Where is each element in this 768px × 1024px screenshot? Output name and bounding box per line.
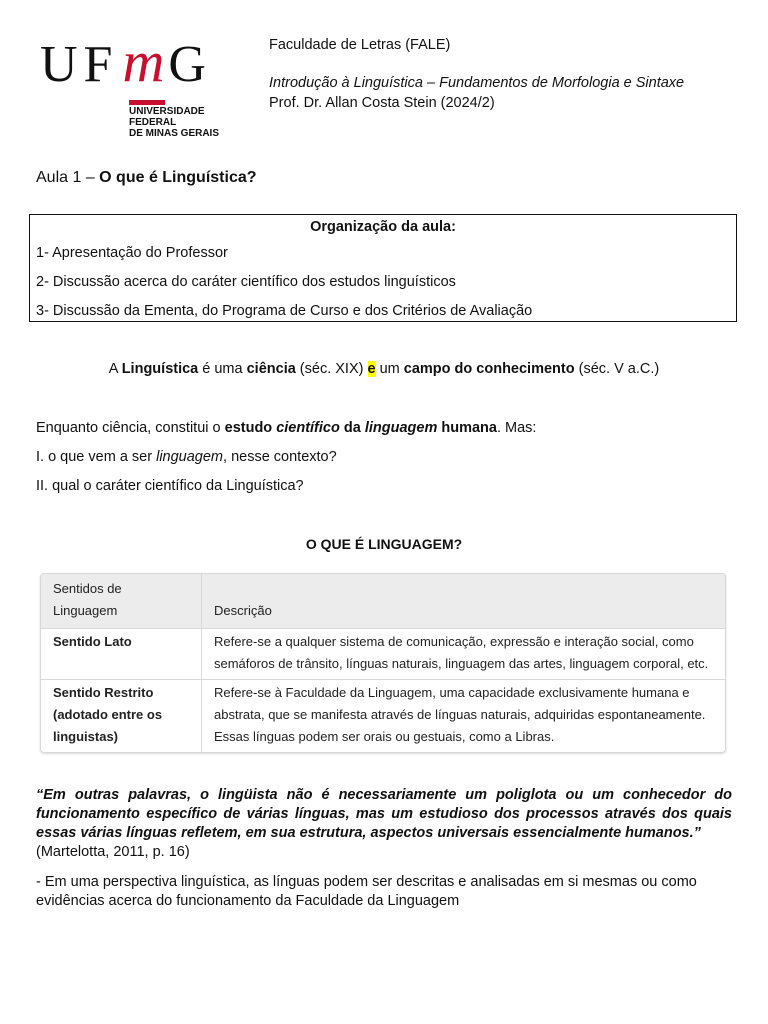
professor-name: Prof. Dr. Allan Costa Stein (2024/2) [269,95,495,111]
column-header: Sentidos de Linguagem [41,574,202,629]
course-name: Introdução à Linguística – Fundamentos de Morfologia e Sintaxe [269,75,685,91]
document-header [269,35,684,113]
sense-name: Sentido Lato [41,629,202,680]
linguistics-definition: A Linguística é uma ciência (séc. XIX) e um campo do conhecimento (séc. V a.C.) [108,361,660,377]
martelotta-quote [36,786,732,862]
highlighted-word: e [367,361,376,377]
table-header-row [41,574,725,629]
question-one: I. o que vem a ser linguagem, nesse contexto? [36,449,337,465]
organization-item: 2- Discussão acerca do caráter científico dos estudos linguísticos [36,274,456,290]
faculty-name: Faculdade de Letras (FALE) [269,37,451,53]
ufmg-wordmark: UFmG [40,29,212,94]
organization-item: 3- Discussão da Ementa, do Programa de Curso e dos Critérios de Avaliação [36,303,533,319]
organization-box [29,214,737,322]
table-row [41,629,725,680]
organization-heading: Organização da aula: [310,219,456,235]
science-paragraph: Enquanto ciência, constitui o estudo científico da linguagem humana. Mas: [36,420,537,436]
sense-description: Refere-se à Faculdade da Linguagem, uma capacidade exclusivamente humana e abstrata, que se manifesta através de línguas naturais, adquiridas espontaneamente. Essas línguas podem ser orais ou gestuais, como a Libras. [202,680,726,753]
university-name: UNIVERSIDADE FEDERAL DE MINAS GERAIS [129,106,220,139]
question-two: II. qual o caráter científico da Linguística? [36,478,304,494]
table-row [41,680,725,753]
sense-name: Sentido Restrito (adotado entre os linguistas) [41,680,202,753]
quote-text: “Em outras palavras, o lingüista não é necessariamente um poliglota ou um conhecedor do funcionamento específico de várias línguas, mas um estudioso dos processos através dos quais essas várias línguas refletem, em sua estrutura, aspectos universais essencialmente humanos.” [36,787,732,841]
language-senses-table [40,573,726,753]
quote-citation: (Martelotta, 2011, p. 16) [36,844,190,860]
column-header: Descrição [202,574,726,629]
perspective-note: - Em uma perspectiva linguística, as línguas podem ser descritas e analisadas em si mesmas ou como evidências acerca do funcionamento da Faculdade da Linguagem [36,874,697,909]
ufmg-logo [40,29,250,139]
section-title: O QUE É LINGUAGEM? [305,536,463,552]
logo-red-bar [129,100,165,105]
lesson-title: Aula 1 – O que é Linguística? [36,169,257,186]
organization-item: 1- Apresentação do Professor [36,245,228,261]
sense-description: Refere-se a qualquer sistema de comunicação, expressão e interação social, como semáforos de trânsito, línguas naturais, linguagem das artes, linguagem corporal, etc. [202,629,726,680]
